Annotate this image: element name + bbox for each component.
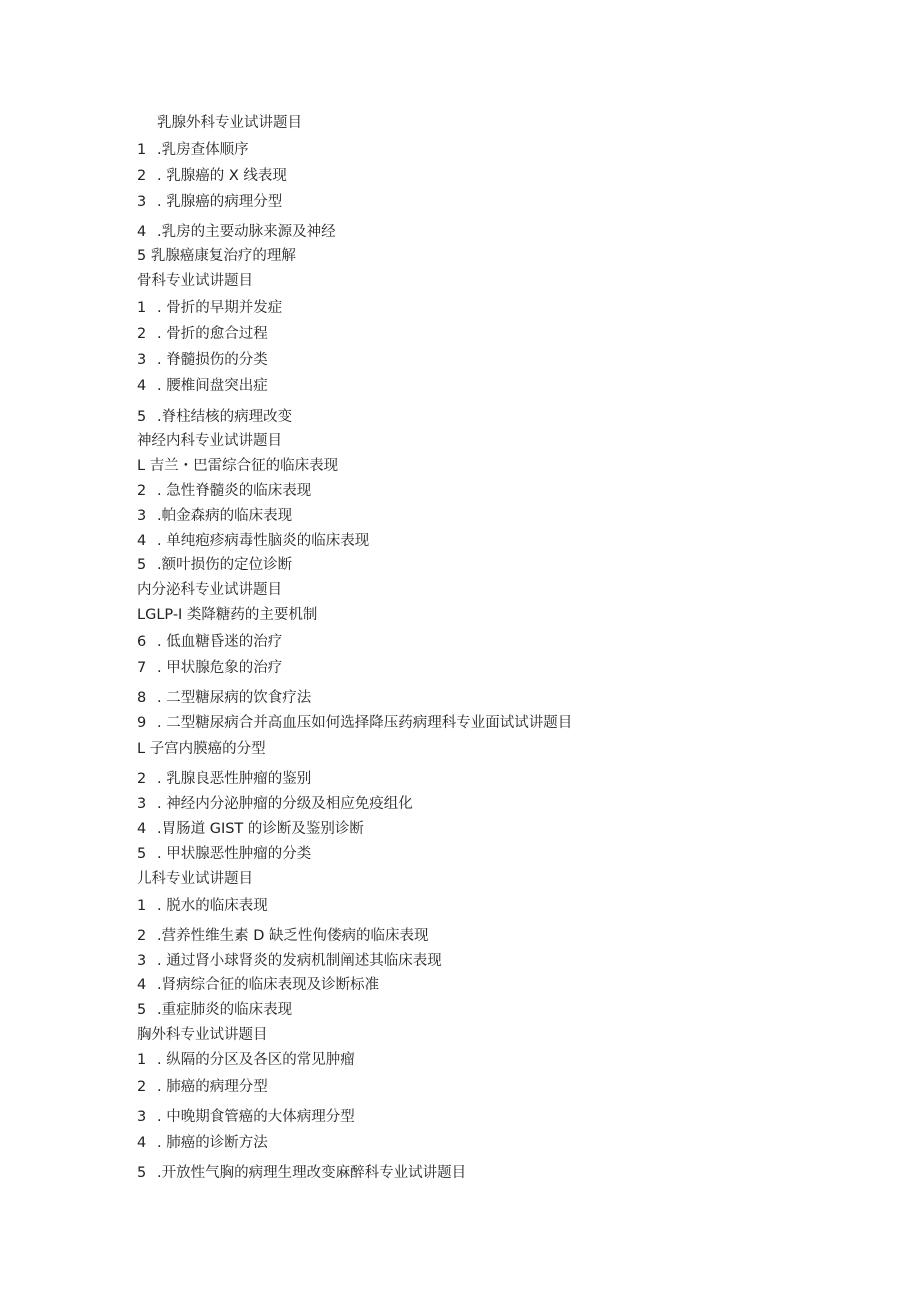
item-number: 6 [137, 634, 147, 650]
item-text: .开放性气胸的病理生理改变麻醉科专业试讲题目 [157, 1165, 467, 1181]
item-text: 内分泌科专业试讲题目 [137, 582, 282, 598]
section-heading [137, 869, 253, 889]
item-text: . 急性脊髓炎的临床表现 [157, 483, 312, 499]
list-item [137, 896, 268, 916]
list-item [137, 506, 292, 526]
item-number: 3 [137, 1109, 147, 1125]
section-heading [137, 580, 282, 600]
list-item [137, 1050, 355, 1070]
item-text: . 甲状腺恶性肿瘤的分类 [157, 846, 312, 862]
item-text: . 通过肾小球肾炎的发病机制阐述其临床表现 [157, 953, 442, 969]
list-item [137, 350, 268, 370]
item-text: .胃肠道 GIST 的诊断及鉴别诊断 [157, 821, 364, 837]
item-number: 9 [137, 715, 147, 731]
item-text: . 甲状腺危象的治疗 [157, 660, 283, 676]
item-number: 1 [137, 142, 147, 158]
list-item [137, 166, 287, 186]
item-number: 4 [137, 533, 147, 549]
item-text: .帕金森病的临床表现 [157, 508, 293, 524]
item-text: . 骨折的早期并发症 [157, 300, 283, 316]
list-item [137, 1000, 292, 1020]
list-item [137, 481, 311, 501]
item-number: 2 [137, 326, 147, 342]
item-number: 7 [137, 660, 147, 676]
list-item [137, 1133, 268, 1153]
item-text: .重症肺炎的临床表现 [157, 1002, 293, 1018]
section-heading [137, 113, 302, 133]
item-text: .营养性维生素 D 缺乏性佝偻病的临床表现 [157, 928, 429, 944]
item-number: 2 [137, 168, 147, 184]
list-item [137, 658, 282, 678]
list-item [137, 632, 282, 652]
list-item [137, 192, 282, 212]
item-text: . 乳腺良恶性肿瘤的鉴别 [157, 771, 312, 787]
item-number: 5 [137, 846, 147, 862]
item-number: 3 [137, 508, 147, 524]
list-item [137, 531, 369, 551]
list-item [137, 1163, 466, 1183]
item-text: LGLP-I 类降糖药的主要机制 [137, 607, 318, 623]
list-item [137, 951, 442, 971]
item-text: . 肺癌的病理分型 [157, 1079, 268, 1095]
item-number: 8 [137, 690, 147, 706]
item-text: . 肺癌的诊断方法 [157, 1135, 268, 1151]
list-item [137, 246, 296, 266]
item-number: 5 [137, 1165, 147, 1181]
list-item [137, 1107, 355, 1127]
item-text: .额叶损伤的定位诊断 [157, 557, 293, 573]
item-number: 3 [137, 953, 147, 969]
item-text: . 神经内分泌肿瘤的分级及相应免疫组化 [157, 796, 413, 812]
item-number: 2 [137, 771, 147, 787]
list-item [137, 407, 292, 427]
item-text: . 二型糖尿病的饮食疗法 [157, 690, 312, 706]
item-number: 5 [137, 1002, 147, 1018]
item-text: .脊柱结核的病理改变 [157, 409, 293, 425]
list-item [137, 324, 268, 344]
item-number: 1 [137, 300, 147, 316]
item-text: .肾病综合征的临床表现及诊断标准 [157, 977, 380, 993]
item-text: . 腰椎间盘突出症 [157, 378, 268, 394]
list-item [137, 794, 413, 814]
item-number: 5 [137, 557, 147, 573]
item-text: .乳房的主要动脉来源及神经 [157, 224, 336, 240]
item-number: 3 [137, 352, 147, 368]
list-item [137, 555, 292, 575]
list-item [137, 844, 311, 864]
item-text: 儿科专业试讲题目 [137, 871, 253, 887]
item-number: 4 [137, 1135, 147, 1151]
item-text: 5 乳腺癌康复治疗的理解 [137, 248, 296, 264]
list-item [137, 298, 282, 318]
list-item [137, 376, 268, 396]
item-number: 2 [137, 1079, 147, 1095]
item-text: . 乳腺癌的病理分型 [157, 194, 283, 210]
item-number: 5 [137, 409, 147, 425]
item-number: 3 [137, 194, 147, 210]
list-item [137, 713, 572, 733]
item-number: 4 [137, 224, 147, 240]
item-text: . 骨折的愈合过程 [157, 326, 268, 342]
section-heading [137, 1025, 268, 1045]
item-text: 神经内科专业试讲题目 [137, 433, 282, 449]
item-text: . 二型糖尿病合并高血压如何选择降压药病理科专业面试试讲题目 [157, 715, 573, 731]
item-number: 4 [137, 977, 147, 993]
list-item [137, 605, 317, 625]
item-number: 3 [137, 796, 147, 812]
item-text: . 脊髓损伤的分类 [157, 352, 268, 368]
item-text: L 吉兰・巴雷综合征的临床表现 [137, 458, 339, 474]
item-text: . 脱水的临床表现 [157, 898, 268, 914]
item-number: 4 [137, 821, 147, 837]
item-number: 4 [137, 378, 147, 394]
item-text: . 乳腺癌的 X 线表现 [157, 168, 287, 184]
item-text: 骨科专业试讲题目 [137, 273, 253, 289]
item-text: 乳腺外科专业试讲题目 [157, 115, 302, 131]
item-text: . 纵隔的分区及各区的常见肿瘤 [157, 1052, 355, 1068]
section-heading [137, 431, 282, 451]
item-text: . 中晚期食管癌的大体病理分型 [157, 1109, 355, 1125]
item-text: . 单纯疱疹病毒性脑炎的临床表现 [157, 533, 370, 549]
list-item [137, 688, 311, 708]
list-item [137, 819, 364, 839]
item-text: . 低血糖昏迷的治疗 [157, 634, 283, 650]
item-text: L 子宫内膜癌的分型 [137, 741, 266, 757]
list-item [137, 739, 266, 759]
list-item [137, 926, 429, 946]
list-item [137, 222, 336, 242]
list-item [137, 975, 379, 995]
item-number: 1 [137, 1052, 147, 1068]
item-number: 1 [137, 898, 147, 914]
list-item [137, 769, 311, 789]
item-text: .乳房查体顺序 [157, 142, 249, 158]
section-heading [137, 271, 253, 291]
item-text: 胸外科专业试讲题目 [137, 1027, 268, 1043]
list-item [137, 1077, 268, 1097]
list-item [137, 140, 249, 160]
list-item [137, 456, 338, 476]
item-number: 2 [137, 928, 147, 944]
item-number: 2 [137, 483, 147, 499]
